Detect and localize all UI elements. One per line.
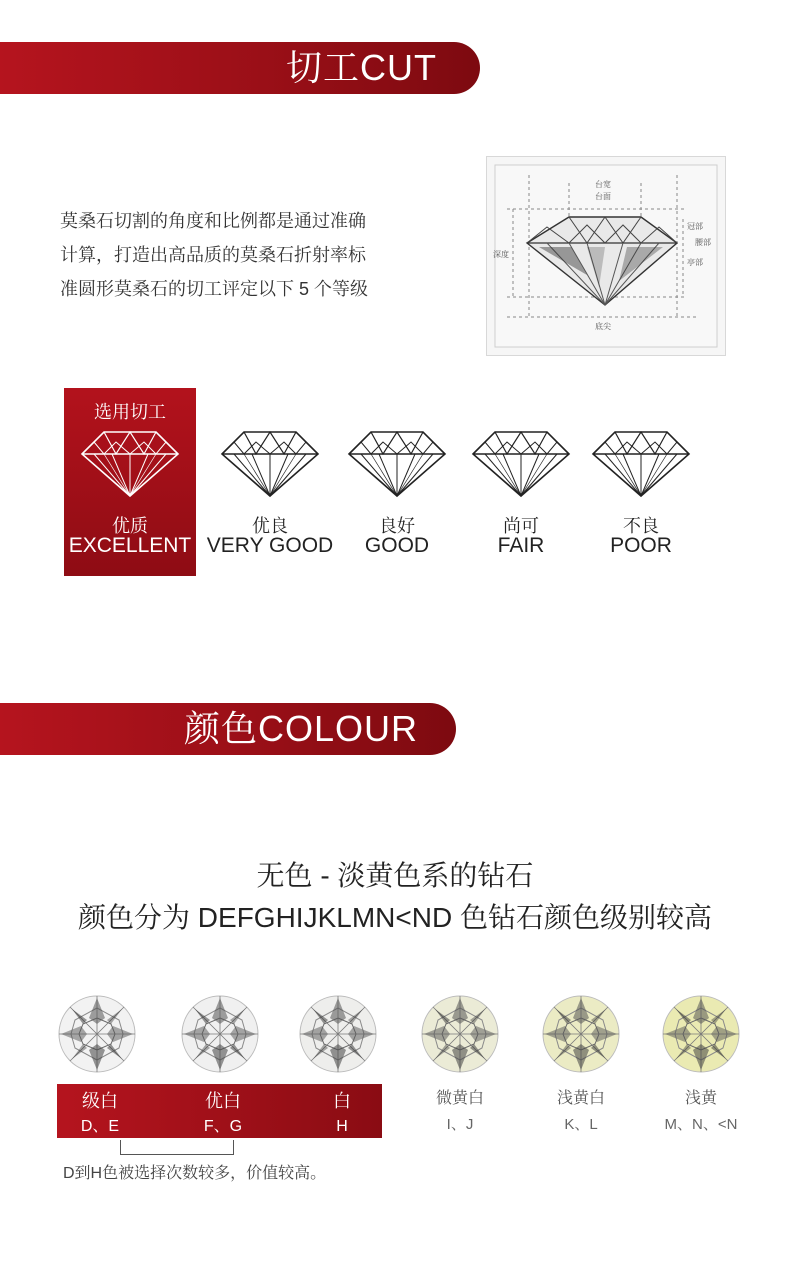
diamond-icon bbox=[591, 428, 691, 498]
cut-grade-en: POOR bbox=[610, 534, 672, 557]
colour-grade-cn: 级白 bbox=[82, 1091, 118, 1111]
diamond-icon bbox=[80, 428, 180, 498]
cut-grade-en: EXCELLENT bbox=[68, 534, 192, 557]
diagram-label-table-width: 台宽 bbox=[595, 180, 611, 189]
cut-grade-cn: 尚可 bbox=[503, 516, 539, 536]
colour-grade-cn: 微黄白 bbox=[435, 1090, 484, 1107]
diagram-label-pavilion: 亭部 bbox=[687, 258, 703, 267]
proportion-diagram-image bbox=[487, 157, 725, 355]
colour-grade-letters: I、J bbox=[446, 1116, 474, 1133]
diamond-stone-icon bbox=[541, 994, 621, 1074]
colour-section-title: 颜色COLOUR bbox=[184, 708, 419, 749]
colour-grade-h bbox=[292, 1088, 392, 1140]
cut-description-line: 计算，打造出高品质的莫桑石折射率标 bbox=[60, 245, 366, 265]
diamond-stone-icon bbox=[57, 994, 137, 1074]
diagram-label-girdle: 腰部 bbox=[695, 238, 711, 247]
colour-heading-line: 颜色分为 DEFGHIJKLMN<ND 色钻石颜色级别较高 bbox=[78, 902, 712, 933]
cut-grade-very-good bbox=[204, 388, 336, 576]
cut-grade-en: GOOD bbox=[364, 534, 430, 557]
cut-grade-cn: 优良 bbox=[252, 516, 288, 536]
cut-description-line: 莫桑石切割的角度和比例都是通过准确 bbox=[60, 211, 366, 231]
diamond-stone-icon bbox=[420, 994, 500, 1074]
colour-grade-cn: 浅黄白 bbox=[556, 1090, 605, 1107]
cut-grade-en: VERY GOOD bbox=[206, 534, 334, 557]
cut-description bbox=[60, 204, 420, 306]
colour-grade-cn: 优白 bbox=[205, 1091, 241, 1111]
cut-description-line: 准圆形莫桑石的切工评定以下 5 个等级 bbox=[60, 279, 369, 299]
diamond-icon bbox=[220, 428, 320, 498]
selected-cut-label: 选用切工 bbox=[94, 402, 166, 422]
colour-grade-letters: M、N、<N bbox=[664, 1116, 738, 1133]
diagram-label-depth: 深度 bbox=[493, 250, 509, 259]
colour-grade-fg bbox=[173, 1088, 273, 1140]
colour-grade-letters: D、E bbox=[80, 1118, 120, 1135]
diagram-label-culet: 底尖 bbox=[595, 322, 611, 331]
diamond-stone-icon bbox=[180, 994, 260, 1074]
colour-heading-line: 无色 - 淡黄色系的钻石 bbox=[256, 860, 534, 891]
colour-grade-cn: 浅黄 bbox=[684, 1090, 717, 1107]
cut-grade-poor bbox=[575, 388, 707, 576]
diamond-icon bbox=[471, 428, 571, 498]
colour-grade-letters: F、G bbox=[203, 1118, 243, 1135]
diamond-icon bbox=[347, 428, 447, 498]
diamond-stone-icon bbox=[661, 994, 741, 1074]
cut-grade-fair bbox=[455, 388, 587, 576]
cut-grade-cn: 良好 bbox=[379, 516, 415, 536]
diagram-label-table: 台面 bbox=[595, 192, 611, 201]
colour-grade-letters: H bbox=[336, 1118, 348, 1135]
grade-range-bracket bbox=[120, 1140, 234, 1155]
cut-section-title: 切工CUT bbox=[286, 47, 437, 88]
colour-grade-mn bbox=[651, 1086, 751, 1138]
colour-note: D到H色被选择次数较多，价值较高。 bbox=[63, 1165, 327, 1182]
colour-grade-kl bbox=[531, 1086, 631, 1138]
colour-grade-letters: K、L bbox=[564, 1116, 598, 1133]
cut-grade-en: FAIR bbox=[497, 534, 545, 557]
cut-grade-cn: 优质 bbox=[112, 516, 148, 536]
cut-grade-good bbox=[331, 388, 463, 576]
colour-grade-de bbox=[50, 1088, 150, 1140]
cut-grade-cn: 不良 bbox=[623, 516, 659, 536]
colour-grade-cn: 白 bbox=[333, 1091, 351, 1111]
colour-grade-ij bbox=[410, 1086, 510, 1138]
diagram-label-crown: 冠部 bbox=[687, 222, 703, 231]
cut-grade-excellent bbox=[64, 388, 196, 576]
diamond-stone-icon bbox=[298, 994, 378, 1074]
cut-proportion-diagram bbox=[486, 156, 726, 356]
